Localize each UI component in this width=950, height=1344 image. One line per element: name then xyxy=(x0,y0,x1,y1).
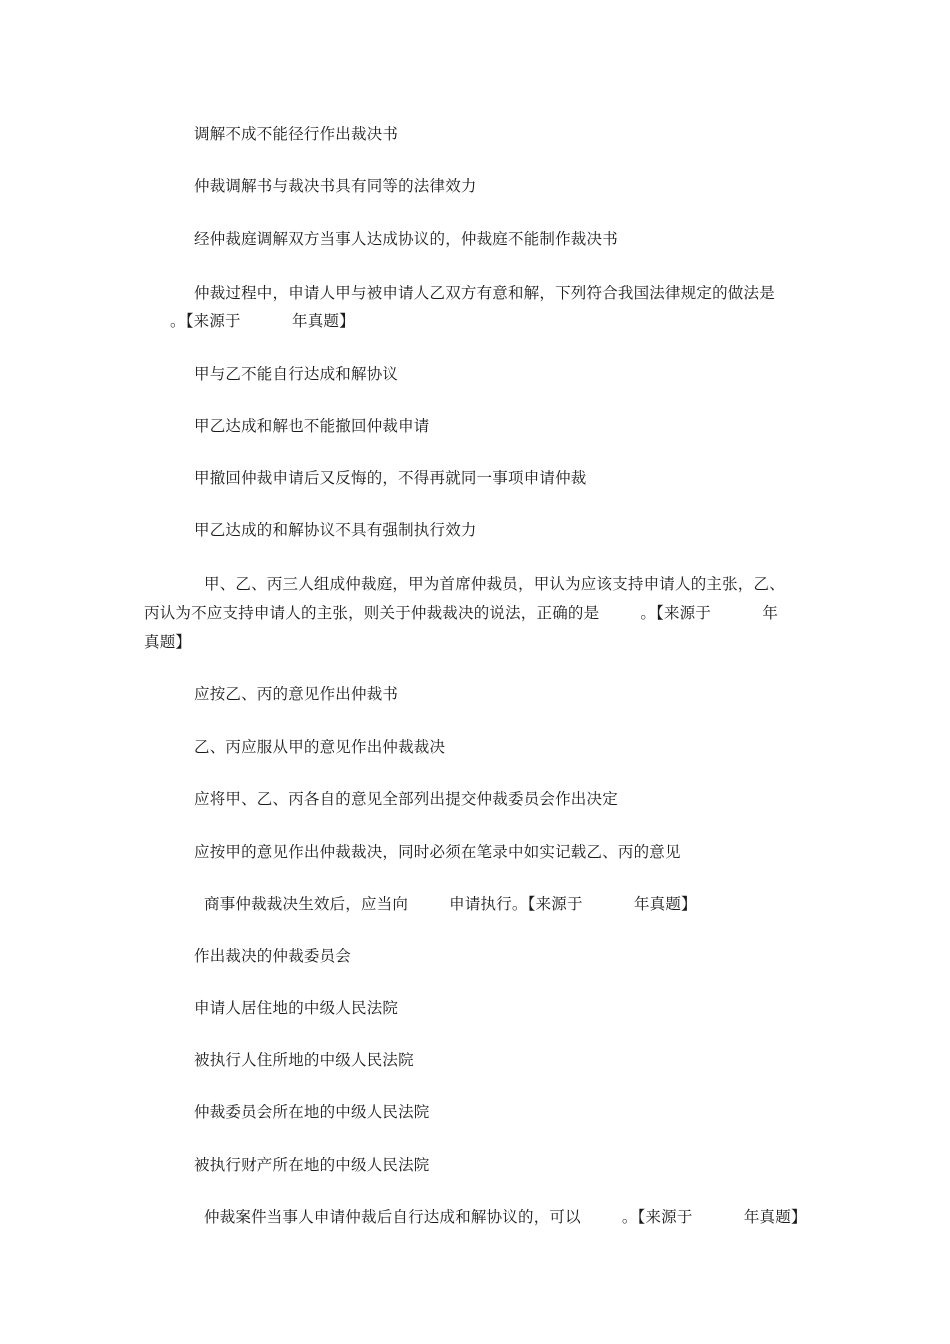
option-line: 甲乙达成的和解协议不具有强制执行效力 xyxy=(194,521,477,539)
option-line: 作出裁决的仲裁委员会 xyxy=(194,947,352,965)
question-stem: 甲、乙、丙三人组成仲裁庭，甲为首席仲裁员，甲认为应该支持申请人的主张，乙、 xyxy=(204,575,785,593)
option-line: 甲乙达成和解也不能撤回仲裁申请 xyxy=(194,417,430,435)
option-line: 仲裁委员会所在地的中级人民法院 xyxy=(194,1103,430,1121)
option-line: 被执行人住所地的中级人民法院 xyxy=(194,1051,414,1069)
option-line: 仲裁调解书与裁决书具有同等的法律效力 xyxy=(194,177,477,195)
option-line: 乙、丙应服从甲的意见作出仲裁裁决 xyxy=(194,738,446,756)
question-stem-continued: 丙认为不应支持申请人的主张，则关于仲裁裁决的说法，正确的是 。【来源于 年 xyxy=(144,604,779,622)
option-line: 调解不成不能径行作出裁决书 xyxy=(194,125,399,143)
option-line: 经仲裁庭调解双方当事人达成协议的，仲裁庭不能制作裁决书 xyxy=(194,230,618,248)
option-line: 被执行财产所在地的中级人民法院 xyxy=(194,1156,430,1174)
question-stem-continued: 真题】 xyxy=(144,633,192,651)
option-line: 应按甲的意见作出仲裁裁决，同时必须在笔录中如实记载乙、丙的意见 xyxy=(194,843,681,861)
option-line: 应将甲、乙、丙各自的意见全部列出提交仲裁委员会作出决定 xyxy=(194,790,618,808)
question-stem-continued: 。【来源于 年真题】 xyxy=(170,312,355,330)
option-line: 应按乙、丙的意见作出仲裁书 xyxy=(194,685,399,703)
question-stem: 仲裁案件当事人申请仲裁后自行达成和解协议的，可以 。【来源于 年真题】 xyxy=(204,1208,807,1226)
option-line: 甲撤回仲裁申请后又反悔的，不得再就同一事项申请仲裁 xyxy=(194,469,587,487)
option-line: 申请人居住地的中级人民法院 xyxy=(194,999,399,1017)
question-stem: 商事仲裁裁决生效后，应当向 申请执行。【来源于 年真题】 xyxy=(204,895,697,913)
question-stem: 仲裁过程中，申请人甲与被申请人乙双方有意和解，下列符合我国法律规定的做法是 xyxy=(194,284,775,302)
option-line: 甲与乙不能自行达成和解协议 xyxy=(194,365,399,383)
